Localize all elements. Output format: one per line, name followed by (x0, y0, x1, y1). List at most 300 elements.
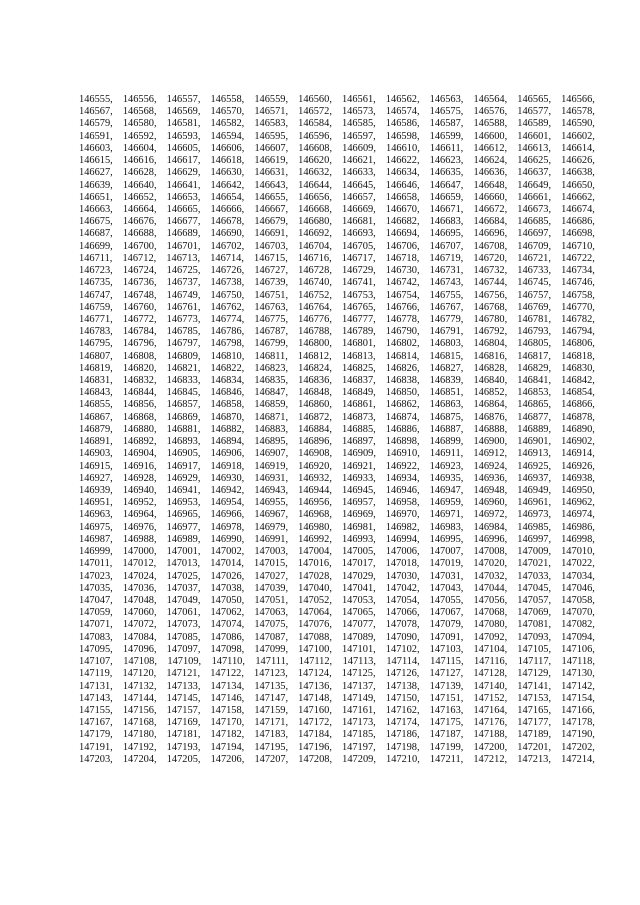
sequence-number: 146928, (122, 472, 157, 484)
sequence-number: 146948, (473, 485, 508, 496)
sequence-number: 146672, (473, 203, 508, 215)
sequence-number: 146851, (429, 387, 464, 399)
sequence-number: 147027, (254, 570, 289, 582)
sequence-number: 147023, (79, 570, 113, 582)
sequence-number: 147028, (298, 570, 332, 582)
sequence-number: 146858, (210, 399, 245, 411)
sequence-number: 146797, (166, 338, 201, 350)
sequence-number: 146577, (517, 106, 552, 118)
sequence-number: 147122, (210, 668, 244, 680)
sequence-number: 147017, (341, 558, 376, 570)
sequence-number: 147200, (473, 741, 508, 753)
sequence-number: 146986, (561, 521, 595, 533)
sequence-number: 146796, (122, 338, 157, 350)
sequence-number: 146561, (341, 94, 376, 105)
sequence-number: 146556, (122, 94, 157, 105)
sequence-number: 147179, (79, 729, 113, 741)
sequence-number: 146756, (473, 289, 508, 301)
sequence-number: 147211, (429, 753, 464, 765)
sequence-number: 146736, (122, 277, 157, 289)
sequence-number: 147095, (79, 643, 113, 655)
sequence-number: 146684, (473, 216, 508, 228)
sequence-number: 147009, (517, 546, 552, 558)
sequence-number: 146739, (254, 277, 289, 289)
sequence-number: 146960, (473, 497, 508, 509)
number-row (79, 448, 595, 460)
sequence-number: 146784, (122, 326, 157, 338)
sequence-number: 147114, (386, 656, 420, 668)
sequence-number: 147067, (429, 607, 464, 619)
sequence-number: 146791, (429, 326, 464, 338)
number-row (79, 338, 595, 350)
sequence-number: 146754, (385, 289, 420, 301)
sequence-number: 146884, (298, 423, 332, 435)
sequence-number: 146619, (254, 155, 289, 167)
sequence-number: 146775, (254, 313, 289, 325)
sequence-number: 146935, (429, 472, 464, 484)
sequence-number: 146924, (473, 460, 508, 472)
sequence-number: 147123, (254, 668, 288, 680)
sequence-number: 146891, (79, 436, 113, 448)
sequence-number: 147046, (561, 582, 595, 594)
sequence-number: 147166, (561, 704, 595, 716)
sequence-number: 147107, (79, 656, 113, 668)
number-row (79, 143, 595, 155)
sequence-number: 147042, (385, 582, 420, 594)
sequence-number: 146932, (298, 472, 332, 484)
sequence-number: 146995, (429, 533, 464, 545)
sequence-number: 147182, (210, 729, 245, 741)
sequence-number: 147131, (79, 680, 113, 692)
sequence-number: 146685, (517, 216, 552, 228)
sequence-number: 147039, (254, 582, 289, 594)
sequence-number: 146713, (166, 252, 201, 264)
sequence-number: 146608, (298, 142, 333, 154)
sequence-number: 146610, (386, 142, 420, 154)
sequence-number: 146565, (517, 94, 552, 105)
number-row (79, 204, 595, 216)
sequence-number: 146899, (429, 436, 464, 448)
sequence-number: 147056, (473, 594, 508, 606)
sequence-number: 147078, (385, 619, 420, 631)
sequence-number: 147001, (166, 546, 201, 558)
sequence-number: 147154, (561, 692, 595, 704)
sequence-number: 147058, (561, 594, 595, 606)
sequence-number: 147006, (385, 546, 420, 558)
sequence-number: 147000, (122, 546, 157, 558)
sequence-number: 146979, (254, 521, 289, 533)
sequence-number: 146937, (517, 472, 552, 484)
sequence-number: 146992, (298, 533, 332, 545)
sequence-number: 146567, (79, 106, 113, 118)
sequence-number: 146661, (517, 191, 552, 203)
sequence-number: 146977, (166, 521, 201, 533)
sequence-number: 146656, (298, 191, 332, 203)
sequence-number: 146776, (298, 313, 332, 325)
sequence-number: 146871, (254, 411, 289, 423)
sequence-number: 146879, (79, 423, 113, 435)
sequence-number: 146874, (385, 411, 420, 423)
sequence-number: 146854, (561, 387, 595, 399)
sequence-number: 146750, (210, 289, 245, 301)
sequence-number: 146679, (254, 216, 289, 228)
sequence-number: 146753, (341, 289, 376, 301)
sequence-number: 146912, (473, 448, 508, 460)
sequence-number: 147080, (473, 619, 508, 631)
sequence-number: 146801, (341, 338, 376, 350)
sequence-number: 147140, (473, 680, 508, 692)
sequence-number: 147021, (517, 558, 551, 570)
number-row (79, 387, 595, 399)
number-row (79, 546, 595, 558)
sequence-number: 146666, (210, 203, 245, 215)
sequence-number: 147120, (122, 668, 157, 680)
sequence-number: 147084, (122, 631, 157, 643)
sequence-number: 146962, (561, 497, 595, 509)
sequence-number: 147137, (341, 680, 376, 692)
sequence-number: 147210, (386, 753, 420, 765)
sequence-number: 147020, (473, 558, 508, 570)
sequence-number: 147157, (166, 704, 201, 716)
sequence-number: 146626, (561, 155, 595, 167)
sequence-number: 146614, (561, 142, 595, 154)
sequence-number: 146789, (341, 326, 376, 338)
sequence-number: 146643, (254, 179, 289, 191)
sequence-number: 147143, (79, 692, 113, 704)
sequence-number: 146625, (517, 155, 552, 167)
sequence-number: 146717, (341, 252, 376, 264)
sequence-number: 147169, (166, 717, 201, 729)
sequence-number: 146836, (298, 375, 332, 387)
sequence-number: 146560, (298, 94, 332, 105)
sequence-number: 146647, (429, 179, 464, 191)
sequence-number: 147064, (298, 607, 332, 619)
sequence-number: 146769, (517, 301, 552, 313)
sequence-number: 146795, (79, 338, 113, 350)
sequence-number: 146794, (561, 326, 595, 338)
sequence-number: 146746, (561, 277, 595, 289)
number-row (79, 485, 595, 497)
sequence-number: 146681, (341, 216, 376, 228)
sequence-number: 147108, (123, 656, 157, 668)
sequence-number: 147199, (429, 741, 464, 753)
sequence-number: 146975, (79, 521, 113, 533)
sequence-number: 147031, (429, 570, 464, 582)
sequence-number: 146644, (298, 179, 332, 191)
sequence-number: 146978, (210, 521, 245, 533)
sequence-number: 146883, (254, 423, 289, 435)
sequence-number: 147124, (297, 668, 332, 680)
sequence-number: 147065, (341, 607, 376, 619)
number-row (79, 241, 595, 253)
sequence-number: 147074, (210, 619, 245, 631)
sequence-number: 147119, (79, 668, 113, 680)
sequence-number: 146609, (342, 142, 376, 154)
sequence-number: 146985, (517, 521, 552, 533)
sequence-number: 146968, (298, 509, 332, 521)
sequence-number: 147176, (473, 717, 508, 729)
sequence-number: 147014, (210, 558, 244, 570)
sequence-number: 147172, (298, 717, 332, 729)
sequence-number: 146707, (429, 240, 464, 252)
sequence-number: 146904, (122, 448, 157, 460)
sequence-number: 147086, (210, 631, 245, 643)
sequence-number: 146738, (210, 277, 245, 289)
sequence-number: 147150, (385, 692, 420, 704)
sequence-number: 147202, (561, 741, 595, 753)
number-row (79, 277, 595, 289)
number-row (79, 632, 595, 644)
sequence-number: 146600, (473, 130, 508, 142)
sequence-number: 146844, (122, 387, 157, 399)
sequence-number: 146863, (429, 399, 464, 411)
sequence-number: 146765, (341, 301, 376, 313)
sequence-number: 146743, (429, 277, 464, 289)
sequence-number: 147053, (341, 594, 376, 606)
sequence-number: 146729, (341, 265, 376, 277)
sequence-number: 147048, (122, 594, 157, 606)
sequence-number: 147104, (473, 643, 508, 655)
sequence-number: 146677, (166, 216, 201, 228)
sequence-number: 147146, (210, 692, 245, 704)
sequence-number: 147037, (166, 582, 201, 594)
sequence-number: 146668, (298, 203, 332, 215)
number-row (79, 595, 595, 607)
sequence-number: 147061, (166, 607, 201, 619)
sequence-number: 147013, (166, 558, 201, 570)
sequence-number: 147087, (254, 631, 289, 643)
sequence-number: 146670, (385, 203, 420, 215)
sequence-number: 147051, (254, 594, 289, 606)
sequence-number: 146702, (210, 240, 245, 252)
sequence-number: 146611, (429, 142, 464, 154)
sequence-number: 146620, (298, 155, 332, 167)
number-row (79, 290, 595, 302)
sequence-number: 146837, (341, 375, 376, 387)
sequence-number: 147004, (298, 546, 332, 558)
sequence-number: 146819, (79, 362, 113, 374)
sequence-number: 147111, (255, 656, 289, 668)
sequence-number: 146584, (298, 118, 332, 130)
sequence-number: 146563, (429, 94, 464, 105)
sequence-number: 146911, (429, 448, 464, 460)
sequence-number: 146581, (166, 118, 201, 130)
sequence-number: 146755, (429, 289, 464, 301)
sequence-number: 146575, (429, 106, 464, 118)
sequence-number: 146829, (517, 362, 552, 374)
sequence-number: 146578, (561, 106, 595, 118)
sequence-number: 147118, (561, 656, 595, 668)
sequence-number: 146630, (210, 167, 245, 179)
sequence-number: 146590, (561, 118, 595, 130)
sequence-number: 146660, (473, 191, 508, 203)
sequence-number: 146820, (122, 362, 157, 374)
sequence-number: 146988, (122, 533, 157, 545)
sequence-number: 147016, (297, 558, 332, 570)
number-row (79, 253, 595, 265)
sequence-number: 146757, (517, 289, 552, 301)
sequence-number: 146638, (561, 167, 595, 179)
sequence-number: 146780, (473, 313, 508, 325)
sequence-number: 146882, (210, 423, 245, 435)
sequence-number: 147139, (429, 680, 464, 692)
sequence-number: 146642, (210, 179, 245, 191)
sequence-number: 146878, (561, 411, 595, 423)
sequence-number: 147057, (517, 594, 552, 606)
sequence-number: 146601, (517, 130, 552, 142)
sequence-number: 146589, (517, 118, 552, 130)
sequence-number: 146827, (429, 362, 464, 374)
sequence-number: 146998, (561, 533, 595, 545)
sequence-number: 146733, (517, 265, 552, 277)
sequence-number: 146649, (517, 179, 552, 191)
sequence-number: 146568, (122, 106, 157, 118)
sequence-number: 146731, (429, 265, 464, 277)
sequence-number: 147029, (341, 570, 376, 582)
sequence-number: 147115, (430, 656, 464, 668)
number-row (79, 180, 595, 192)
number-row (79, 729, 595, 741)
sequence-number: 146662, (561, 191, 595, 203)
sequence-number: 146735, (79, 277, 113, 289)
sequence-number: 146898, (385, 436, 420, 448)
sequence-number: 146782, (561, 313, 595, 325)
sequence-number: 146870, (210, 411, 245, 423)
number-row (79, 155, 595, 167)
sequence-number: 146680, (298, 216, 332, 228)
sequence-number: 146740, (298, 277, 332, 289)
sequence-number: 146741, (341, 277, 376, 289)
sequence-number: 146838, (385, 375, 420, 387)
sequence-number: 146783, (79, 326, 113, 338)
sequence-number: 146574, (385, 106, 420, 118)
sequence-number: 146751, (254, 289, 289, 301)
sequence-number: 146606, (210, 142, 245, 154)
sequence-number: 147193, (166, 741, 201, 753)
sequence-number: 146981, (341, 521, 376, 533)
number-row (79, 607, 595, 619)
sequence-number: 147091, (429, 631, 464, 643)
sequence-number: 147008, (473, 546, 508, 558)
sequence-number: 146720, (473, 252, 508, 264)
sequence-number: 146813, (341, 350, 376, 362)
sequence-number: 147100, (298, 643, 332, 655)
sequence-number: 146640, (122, 179, 157, 191)
sequence-number: 146673, (517, 203, 552, 215)
sequence-number: 147116, (473, 656, 508, 668)
sequence-number: 146766, (385, 301, 420, 313)
sequence-number: 146841, (517, 375, 552, 387)
number-row (79, 436, 595, 448)
sequence-number: 146774, (210, 313, 245, 325)
sequence-number: 146639, (79, 179, 113, 191)
sequence-number: 146615, (79, 155, 113, 167)
sequence-number: 146706, (385, 240, 420, 252)
sequence-number: 146939, (79, 485, 113, 496)
number-row (79, 681, 595, 693)
sequence-number: 146669, (341, 203, 376, 215)
sequence-number: 146965, (166, 509, 201, 521)
sequence-number: 147192, (122, 741, 157, 753)
sequence-number: 146692, (298, 228, 332, 240)
sequence-number: 146823, (254, 362, 289, 374)
sequence-number: 147198, (385, 741, 420, 753)
sequence-number: 146762, (210, 301, 245, 313)
sequence-number: 146690, (210, 228, 245, 240)
sequence-number: 146842, (561, 375, 595, 387)
sequence-number: 146580, (122, 118, 157, 130)
sequence-number: 146758, (561, 289, 595, 301)
sequence-number: 146859, (254, 399, 289, 411)
sequence-number: 147005, (341, 546, 376, 558)
sequence-number: 147099, (254, 643, 289, 655)
sequence-number: 146949, (517, 485, 552, 496)
sequence-number: 147106, (561, 643, 595, 655)
sequence-number: 146716, (297, 252, 332, 264)
number-row (79, 424, 595, 436)
sequence-number: 146848, (298, 387, 332, 399)
sequence-number: 146963, (79, 509, 113, 521)
sequence-number: 146697, (517, 228, 552, 240)
sequence-number: 146914, (561, 448, 595, 460)
sequence-number: 147030, (385, 570, 420, 582)
sequence-number: 147033, (517, 570, 552, 582)
sequence-number: 146877, (517, 411, 552, 423)
sequence-number: 146980, (298, 521, 332, 533)
number-row (79, 656, 595, 668)
sequence-number: 147185, (341, 729, 376, 741)
sequence-number: 146586, (385, 118, 420, 130)
sequence-number: 147181, (166, 729, 201, 741)
sequence-number: 146800, (298, 338, 332, 350)
sequence-number: 146941, (166, 485, 201, 496)
sequence-number: 146805, (517, 338, 552, 350)
number-row (79, 522, 595, 534)
sequence-number: 146655, (254, 191, 289, 203)
sequence-number: 147153, (517, 692, 552, 704)
sequence-number: 147205, (166, 753, 201, 765)
sequence-number: 146920, (298, 460, 332, 472)
sequence-number: 146993, (341, 533, 376, 545)
sequence-number: 146971, (429, 509, 464, 521)
sequence-number: 147103, (429, 643, 464, 655)
sequence-number: 146734, (561, 265, 595, 277)
sequence-number: 146826, (385, 362, 420, 374)
number-row (79, 644, 595, 656)
sequence-number: 146875, (429, 411, 464, 423)
sequence-number: 147183, (254, 729, 289, 741)
sequence-number: 147050, (210, 594, 245, 606)
sequence-number: 146652, (122, 191, 157, 203)
sequence-number: 146982, (385, 521, 420, 533)
sequence-number: 146852, (473, 387, 508, 399)
sequence-number: 146752, (298, 289, 332, 301)
sequence-number: 147093, (517, 631, 552, 643)
sequence-number: 146583, (254, 118, 289, 130)
sequence-number: 146700, (122, 240, 157, 252)
sequence-number: 147034, (561, 570, 595, 582)
sequence-number: 147077, (341, 619, 376, 631)
sequence-number: 146701, (166, 240, 201, 252)
sequence-number: 147189, (517, 729, 552, 741)
sequence-number: 146839, (429, 375, 464, 387)
sequence-number: 146598, (385, 130, 420, 142)
sequence-number: 146793, (517, 326, 552, 338)
sequence-number: 147149, (341, 692, 376, 704)
sequence-number: 146927, (79, 472, 113, 484)
sequence-number: 147032, (473, 570, 508, 582)
sequence-number: 146832, (122, 375, 157, 387)
